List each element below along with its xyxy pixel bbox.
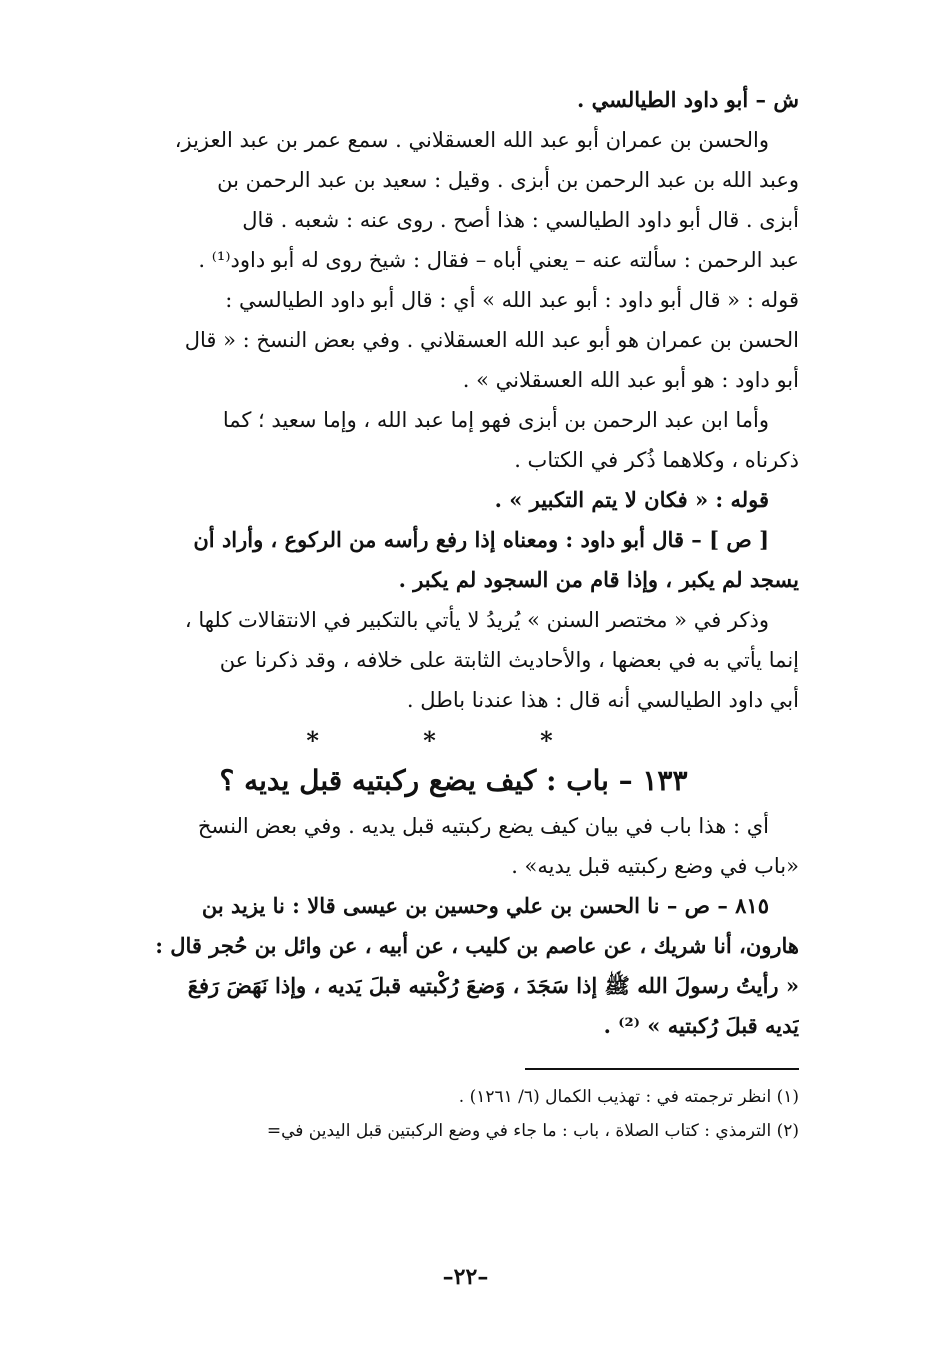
footnote-separator [525, 1068, 799, 1070]
footnote-1: (١) انظر ترجمته في : تهذيب الكمال (٦/ ١٢٦١) . [458, 1087, 799, 1107]
text-line: وأما ابن عبد الرحمن بن أبزى فهو إما عبد الله ، وإما سعيد ؛ كما [222, 408, 769, 432]
paragraph-chapter-explanation [108, 806, 799, 886]
text-line: إنما يأتي به في بعضها ، والأحاديث الثابتة على خلافه ، وقد ذكرنا عن [219, 648, 799, 672]
text-line: قوله : « قال أبو داود : أبو عبد الله » أي : قال أبو داود الطيالسي : [225, 288, 799, 312]
text-line: « رأيتُ رسولَ الله ﷺ إذا سَجَدَ ، وَضعَ رُكْبتيه قبلَ يَديه ، وإذا نَهَضَ رَفعَ [187, 973, 799, 998]
text-line: يَديه قبلَ رُكبتيه » ⁽²⁾ . [603, 1013, 799, 1038]
text-line: وذكر في « مختصر السنن » يُريدُ لا يأتي بالتكبير في الانتقالات كلها ، [184, 608, 769, 632]
text-line: وعبد الله بن عبد الرحمن بن أبزى . وقيل : سعيد بن عبد الرحمن بن [217, 168, 799, 192]
section-header: ش – أبو داود الطيالسي . [576, 87, 799, 112]
paragraph-text-abu-dawud [108, 520, 799, 600]
text-line: ٨١٥ – ص – نا الحسن بن علي وحسين بن عيسى قالا : نا يزيد بن [201, 893, 769, 918]
text-line: هارون، أنا شريك ، عن عاصم بن كليب ، عن أبيه ، عن وائل بن حُجر قال : [155, 933, 799, 958]
text-line: [ ص ] – قال أبو داود : ومعناه إذا رفع رأسه من الركوع ، وأراد أن [193, 527, 769, 552]
paragraph-commentary-1 [108, 280, 799, 400]
text-line: ذكرناه ، وكلاهما ذُكر في الكتاب . [514, 448, 799, 472]
chapter-title: ١٣٣ – باب : كيف يضع ركبتيه قبل يديه ؟ [219, 764, 688, 797]
footnote-2: (٢) الترمذي : كتاب الصلاة ، باب : ما جاء في وضع الركبتين قبل اليدين في= [266, 1121, 799, 1141]
section-divider-stars: * * * [306, 726, 601, 755]
paragraph-commentary-3 [108, 600, 799, 720]
paragraph-hadith-815 [108, 886, 799, 1046]
text-line: أبزى . قال أبو داود الطيالسي : هذا أصح . روى عنه : شعبه . قال [242, 208, 799, 232]
text-line: أبي داود الطيالسي أنه قال : هذا عندنا باطل . [406, 688, 799, 712]
text-line: «باب في وضع ركبتيه قبل يديه» . [511, 854, 799, 878]
paragraph-narrator-bio [108, 120, 799, 280]
paragraph-commentary-2 [108, 400, 799, 480]
text-line: أبو داود : هو أبو عبد الله العسقلاني » . [462, 368, 799, 392]
text-line: الحسن بن عمران هو أبو عبد الله العسقلاني . وفي بعض النسخ : « قال [184, 328, 799, 352]
text-line: والحسن بن عمران أبو عبد الله العسقلاني . سمع عمر بن عبد العزيز، [174, 128, 769, 152]
text-line: أي : هذا باب في بيان كيف يضع ركبتيه قبل يديه . وفي بعض النسخ [197, 814, 769, 838]
text-line: عبد الرحمن : سألته عنه – يعني أباه – فقال : شيخ روى له أبو داود⁽¹⁾ . [198, 248, 799, 272]
paragraph-quote [108, 480, 799, 520]
page-number: –٢٢– [442, 1264, 489, 1290]
text-line: يسجد لم يكبر ، وإذا قام من السجود لم يكبر . [398, 567, 799, 592]
text-line: قوله : « فكان لا يتم التكبير » . [494, 487, 769, 512]
